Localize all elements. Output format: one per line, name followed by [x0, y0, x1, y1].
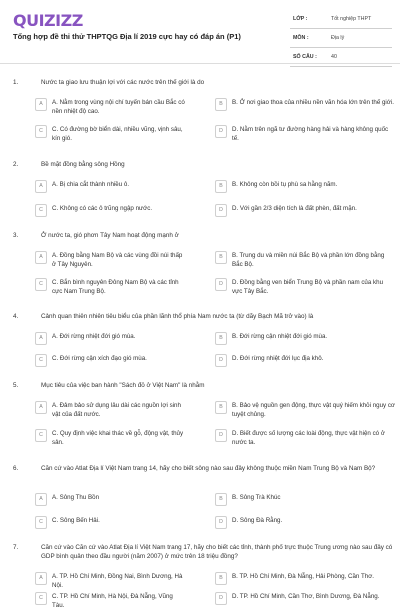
option-a[interactable]	[35, 401, 185, 420]
option-c[interactable]	[35, 354, 185, 367]
question-number: 2.	[13, 161, 19, 168]
option-letter-box: C	[35, 592, 47, 605]
option-text: D. Sông Đà Rằng.	[232, 517, 283, 524]
option-text: D. TP. Hồ Chí Minh, Cần Thơ, Bình Dương, Đà Nẵng.	[232, 593, 380, 600]
option-a[interactable]	[35, 251, 185, 270]
question-number: 7.	[13, 544, 19, 551]
option-d[interactable]	[215, 429, 395, 448]
option-text: A. TP. Hồ Chí Minh, Đồng Nai, Bình Dương, Hà Nội.	[52, 573, 183, 589]
question-number: 6.	[13, 465, 19, 472]
option-text: D. Nằm trên ngã tư đường hàng hải và hàng không quốc tế.	[232, 126, 389, 142]
question-number: 1.	[13, 79, 19, 86]
meta-value: Tốt nghiệp THPT	[331, 16, 372, 22]
option-c[interactable]	[35, 278, 185, 297]
header-divider	[0, 63, 400, 64]
option-letter-box: B	[215, 251, 227, 264]
option-text: D. Với gần 2/3 diện tích là đất phèn, đất mặn.	[232, 205, 357, 212]
meta-label: MÔN :	[293, 35, 309, 41]
option-letter-box: C	[35, 354, 47, 367]
question-text: Cảnh quan thiên nhiên tiêu biểu của phần lãnh thổ phía Nam nước ta (từ dãy Bạch Mã trở vào) là	[41, 313, 314, 320]
option-letter-box: B	[215, 332, 227, 345]
option-letter-box: A	[35, 251, 47, 264]
option-a[interactable]	[35, 572, 185, 591]
option-letter-box: C	[35, 516, 47, 529]
option-d[interactable]	[215, 592, 395, 605]
option-letter-box: A	[35, 180, 47, 193]
option-text: C. Quy định việc khai thác về gỗ, động vật, thủy sản.	[52, 430, 184, 446]
option-letter-box: D	[215, 516, 227, 529]
page-title: Tổng hợp đề thi thử THPTQG Địa lí 2019 cực hay có đáp án (P1)	[13, 32, 241, 41]
option-d[interactable]	[215, 204, 395, 217]
option-text: D. Biết được số lượng các loài động, thực vật hiện có ở nước ta.	[232, 430, 385, 446]
option-letter-box: D	[215, 125, 227, 138]
question-text: Ở nước ta, gió phơn Tây Nam hoạt động mạnh ở	[41, 232, 179, 239]
meta-row-class	[290, 10, 392, 29]
option-letter-box: A	[35, 332, 47, 345]
option-letter-box: A	[35, 401, 47, 414]
option-d[interactable]	[215, 125, 395, 144]
option-letter-box: D	[215, 429, 227, 442]
quizizz-logo: QUIZIZZ	[13, 11, 83, 30]
question-text: Căn cứ vào Atlat Địa lí Việt Nam trang 14, hãy cho biết sông nào sau đây không thuộc miền Nam Trung Bộ và Nam Bộ?	[41, 465, 376, 472]
option-a[interactable]	[35, 180, 185, 193]
option-a[interactable]	[35, 98, 185, 117]
option-text: A. Đảm bảo sử dụng lâu dài các nguồn lợi sinh vật của đất nước.	[52, 402, 181, 418]
option-a[interactable]	[35, 493, 185, 506]
option-text: B. Sông Trà Khúc	[232, 494, 281, 501]
option-b[interactable]	[215, 493, 395, 506]
option-b[interactable]	[215, 401, 395, 420]
option-b[interactable]	[215, 98, 395, 111]
worksheet-header	[0, 0, 400, 62]
option-d[interactable]	[215, 278, 395, 297]
option-d[interactable]	[215, 354, 395, 367]
option-text: C. Không có các ô trũng ngập nước.	[52, 205, 153, 212]
option-text: D. Đới rừng nhiệt đới lục địa khô.	[232, 355, 324, 362]
option-text: D. Đồng bằng ven biển Trung Bộ và phần nam của khu vực Tây Bắc.	[232, 279, 384, 295]
option-text: B. Bảo vệ nguồn gen động, thực vật quý hiếm khỏi nguy cơ tuyệt chủng.	[232, 402, 395, 418]
option-letter-box: B	[215, 180, 227, 193]
meta-row-count	[290, 48, 392, 67]
meta-value: Địa lý	[331, 35, 345, 41]
option-a[interactable]	[35, 332, 185, 345]
question-number: 5.	[13, 382, 19, 389]
option-text: B. Trung du và miền núi Bắc Bộ và phần lớn đồng bằng Bắc Bộ.	[232, 252, 385, 268]
option-text: A. Đới rừng nhiệt đới gió mùa.	[52, 333, 136, 340]
meta-table	[290, 10, 392, 67]
question-number: 3.	[13, 232, 19, 239]
option-c[interactable]	[35, 204, 185, 217]
meta-value: 40	[331, 54, 337, 60]
option-letter-box: C	[35, 125, 47, 138]
option-text: B. Không còn bồi tụ phù sa hằng năm.	[232, 181, 338, 188]
option-letter-box: C	[35, 278, 47, 291]
question-text: Nước ta giao lưu thuận lợi với các nước trên thế giới là do	[41, 79, 205, 86]
option-c[interactable]	[35, 125, 185, 144]
option-text: B. Ở nơi giao thoa của nhiều nền văn hóa lớn trên thế giới.	[232, 99, 394, 106]
option-letter-box: A	[35, 572, 47, 585]
option-text: A. Sông Thu Bồn	[52, 494, 100, 501]
meta-row-subject	[290, 29, 392, 48]
option-c[interactable]	[35, 429, 185, 448]
option-b[interactable]	[215, 251, 395, 270]
option-text: C. Bắn bình nguyên Đông Nam Bộ và các tỉnh cực Nam Trung Bộ.	[52, 279, 179, 295]
option-text: A. Bị chia cắt thành nhiều ô.	[52, 181, 130, 188]
option-letter-box: D	[215, 592, 227, 605]
option-text: A. Nằm trong vùng nội chí tuyến bán cầu Bắc có nền nhiệt độ cao.	[52, 99, 185, 115]
option-text: C. TP. Hồ Chí Minh, Hà Nội, Đà Nẵng, Vũng Tàu.	[52, 593, 173, 609]
question-text: Căn cứ vào Căn cứ vào Atlat Địa lí Việt Nam trang 17, hãy cho biết các tỉnh, thành phố trực thuộc Trung ương nào sau đây có GDP bình quân theo đầu người (năm 2007) ở mức trên 18 triệu đồng?	[41, 544, 393, 561]
question-number: 4.	[13, 313, 19, 320]
option-letter-box: D	[215, 278, 227, 291]
option-text: C. Đới rừng cận xích đạo gió mùa.	[52, 355, 147, 362]
option-text: C. Có đường bờ biển dài, nhiều vũng, vịnh sâu, kín gió.	[52, 126, 183, 142]
option-c[interactable]	[35, 516, 185, 529]
option-letter-box: A	[35, 98, 47, 111]
option-letter-box: B	[215, 401, 227, 414]
option-letter-box: D	[215, 354, 227, 367]
option-letter-box: B	[215, 98, 227, 111]
option-letter-box: A	[35, 493, 47, 506]
option-d[interactable]	[215, 516, 395, 529]
option-text: C. Sông Bến Hải.	[52, 517, 100, 524]
option-letter-box: C	[35, 204, 47, 217]
meta-label: SỐ CÂU :	[293, 54, 317, 60]
question-text: Mục tiêu của việc ban hành "Sách đỏ ở Việt Nam" là nhằm	[41, 382, 205, 389]
question-text: Bề mặt đồng bằng sông Hồng	[41, 161, 125, 168]
option-letter-box: B	[215, 493, 227, 506]
meta-label: LỚP :	[293, 16, 308, 22]
option-text: A. Đồng bằng Nam Bộ và các vùng đồi núi thấp ở Tây Nguyên.	[52, 252, 183, 268]
option-b[interactable]	[215, 180, 395, 193]
option-letter-box: C	[35, 429, 47, 442]
option-text: B. TP. Hồ Chí Minh, Đà Nẵng, Hải Phòng, Cần Thơ.	[232, 573, 374, 580]
option-letter-box: B	[215, 572, 227, 585]
option-b[interactable]	[215, 332, 395, 345]
option-letter-box: D	[215, 204, 227, 217]
option-b[interactable]	[215, 572, 395, 585]
option-text: B. Đới rừng cận nhiệt đới gió mùa.	[232, 333, 328, 340]
option-c[interactable]	[35, 592, 185, 611]
